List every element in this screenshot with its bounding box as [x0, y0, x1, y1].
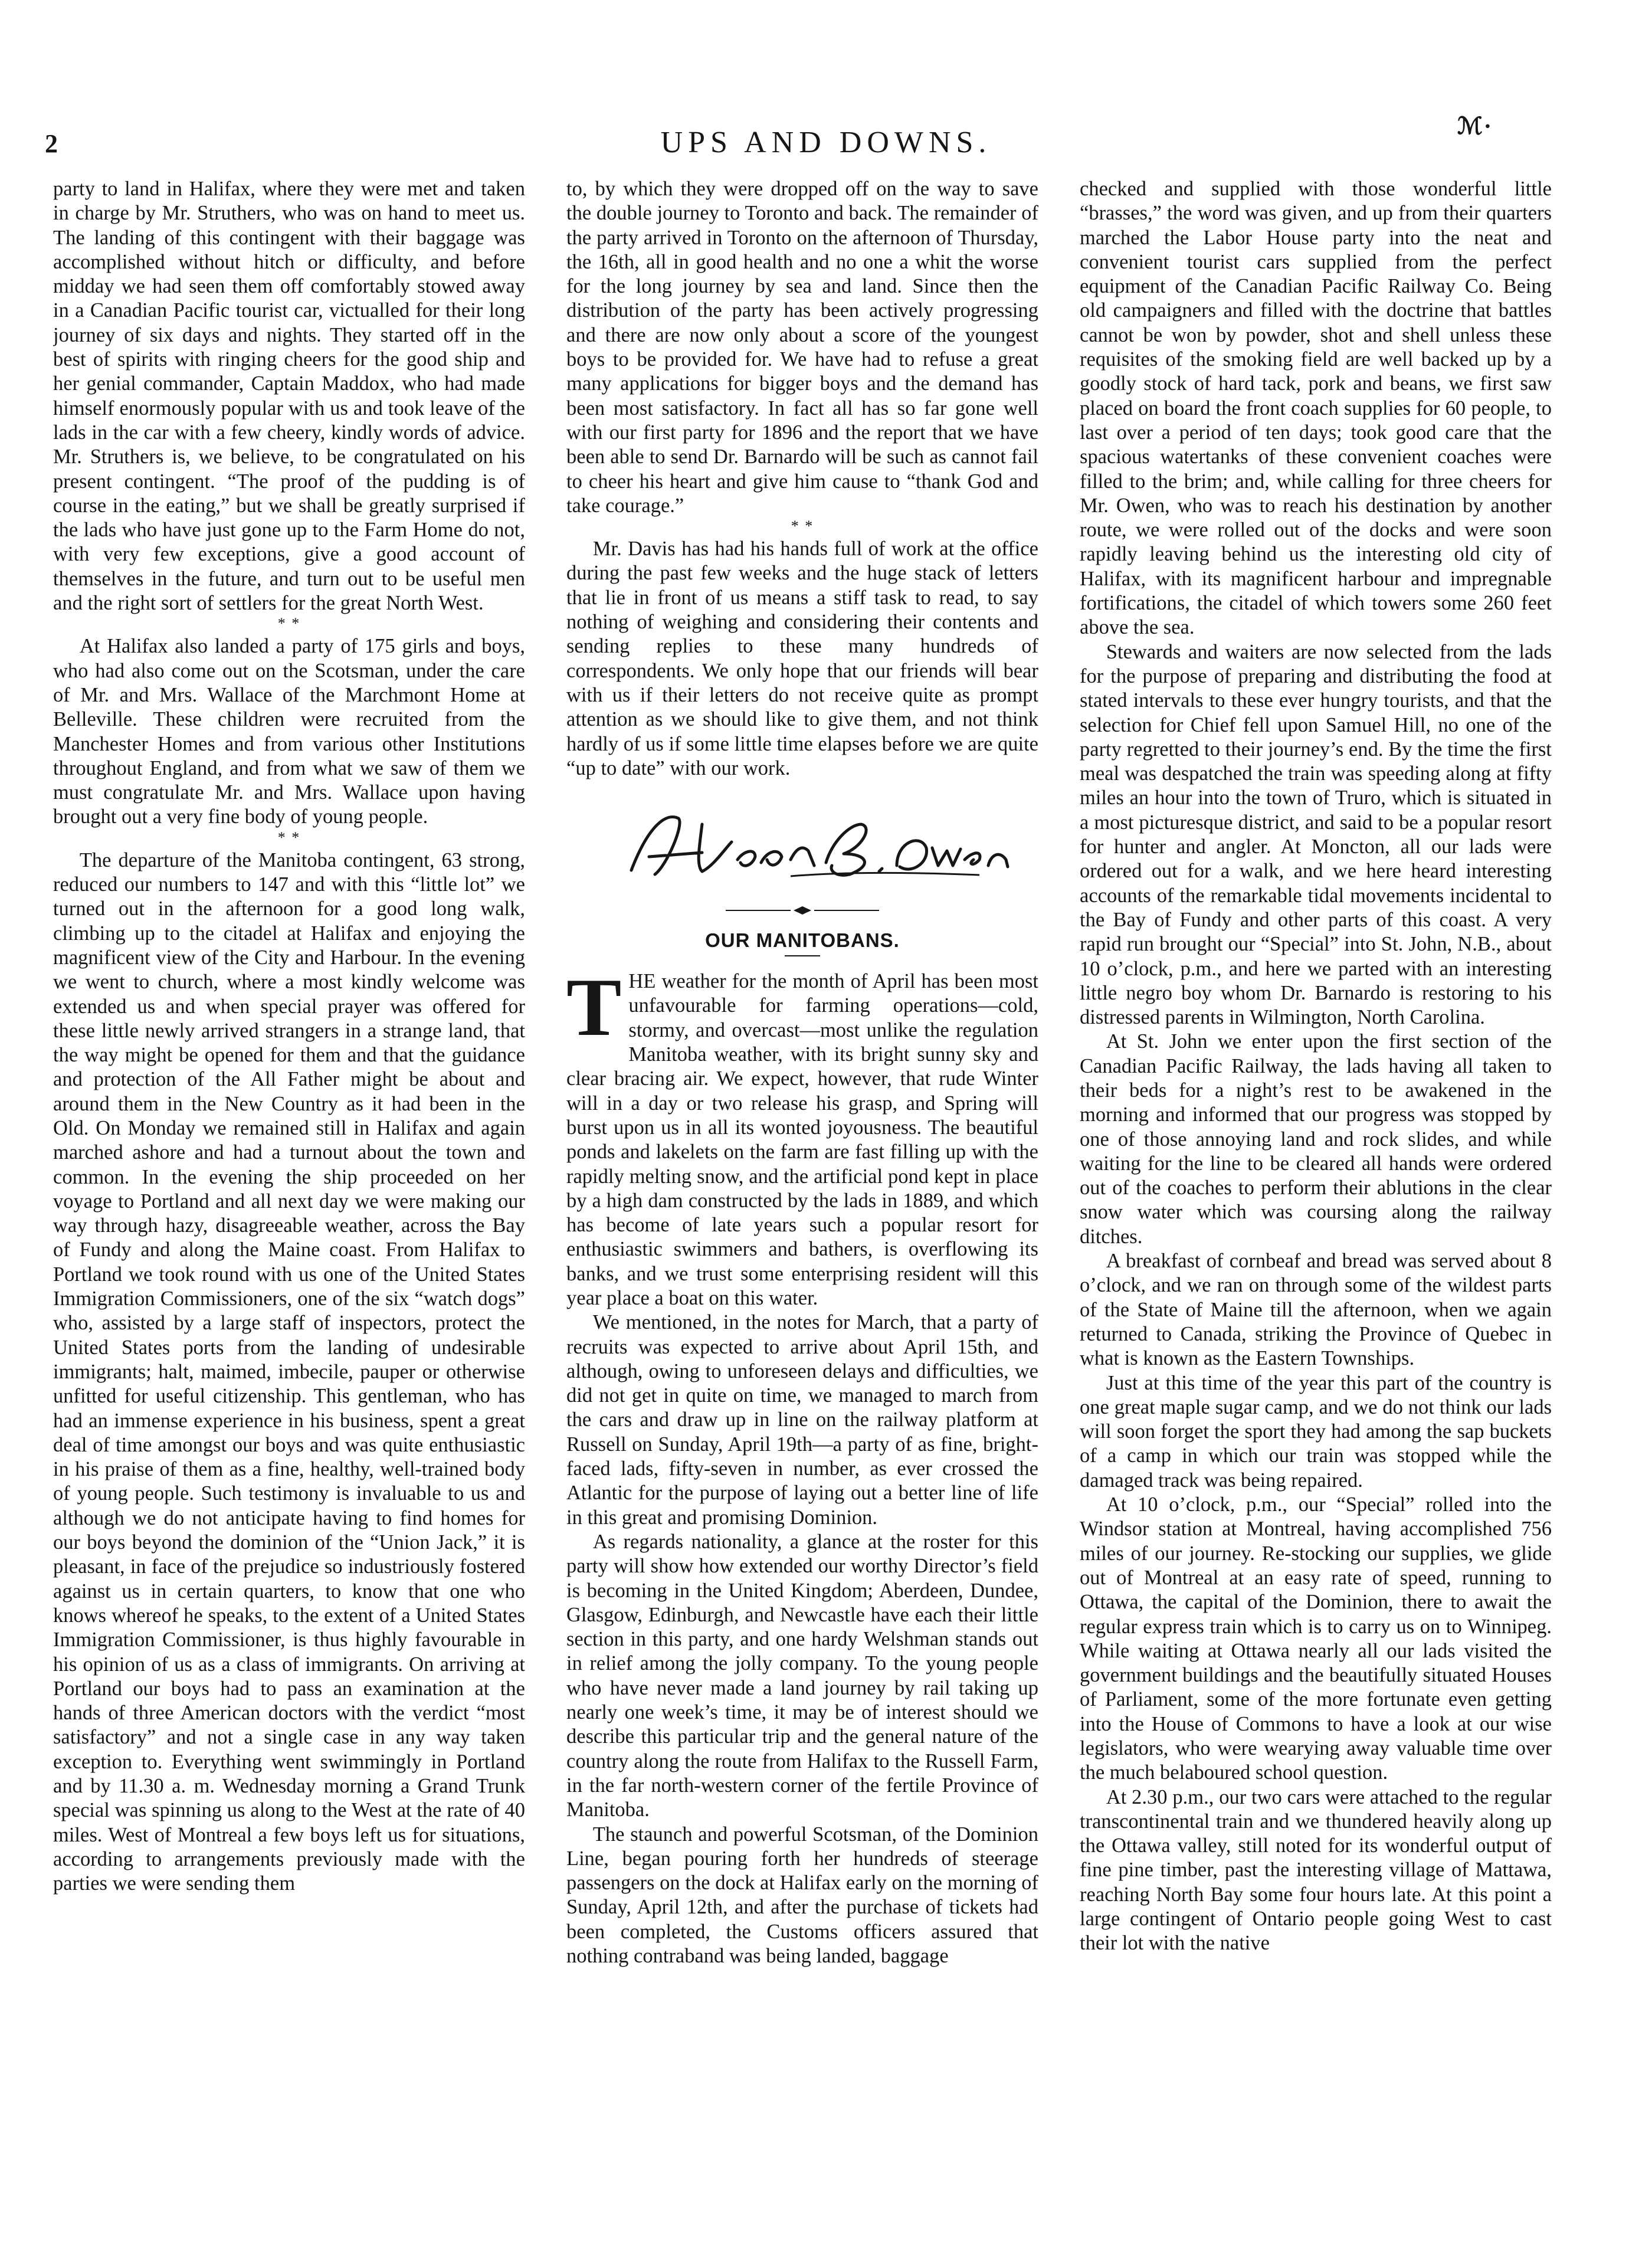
heading-rule: [785, 955, 820, 956]
section-separator: * *: [791, 517, 814, 535]
signature-graphic: [566, 801, 1038, 895]
paragraph: At St. John we enter upon the first section of the Canadian Pacific Railway, the lads having all taken to their beds for a night’s rest to be awakened in the morning and informed that our progress was stopped by one of those annoying land and rock slides, and while waiting for the line to be cleared all hands were ordered out of the coaches to perform their ablutions in the clear snow water which was coursing along the railway ditches.: [1080, 1030, 1552, 1248]
paragraph: to, by which they were dropped off on the way to save the double journey to Toronto and back. The remainder of the party arrived in Toronto on the afternoon of Thursday, the 16th, all in good health and no one a whit the worse for the long journey by sea and land. Since then the distribution of the party has been actively progressing and there are now only about a score of the youngest boys to be provided for. We have had to refuse a great many applications for bigger boys and the demand has been most satisfactory. In fact all has so far gone well with our first party for 1896 and the report that we have been able to send Dr. Barnardo will be such as cannot fail to cheer his heart and give him cause to “thank God and take courage.”: [566, 178, 1038, 517]
paragraph: The departure of the Manitoba contingent, 63 strong, reduced our numbers to 147 and with this “little lot” we turned out in the afternoon for a good long walk, climbing up to the citadel at Halifax and enjoying the magnificent view of the City and Harbour. In the evening we went to church, where a most kindly welcome was extended us and when special prayer was offered for these little newly arrived strangers in a strange land, that the way might be opened for them and that the guidance and protection of the All Father might be about and around them in the New Country as it had been in the Old. On Monday we remained still in Halifax and again marched ashore and had a turnout about the town and common. In the evening the ship proceeded on her voyage to Portland and all next day we were making our way through hazy, disagreeable weather, across the Bay of Fundy and along the Maine coast. From Halifax to Portland we took round with us one of the United States Immigration Commissioners, one of the six “watch dogs” who, assisted by a large staff of inspectors, protect the United States ports from the landing of undesirable immigrants; halt, maimed, imbecile, pauper or otherwise unfitted for useful citizenship. This gentleman, who has had an immense experience in his business, spent a great deal of time amongst our boys and was quite enthusiastic in his praise of them as a fine, healthy, well-trained body of young people. Such testimony is invaluable to us and although we do not anticipate having to find homes for our boys beyond the dominion of the “Union Jack,” it is pleasant, in face of the prejudice so industriously fostered against us in certain quarters, to know that one who knows whereof he speaks, to the extent of a United States Immigration Commissioner, is thus highly favourable in his opinion of us as a class of immigrants. On arriving at Portland our boys had to pass an examination at the hands of three American doctors with the verdict “most satisfactory” and not a single case in any way taken exception to. Everything went swimmingly in Portland and by 11.30 a. m. Wednesday morning a Grand Trunk special was spinning us along to the West at the rate of 40 miles. West of Montreal a few boys left us for situations, according to arrangements previously made with the parties we were sending them: [53, 848, 525, 1895]
column-3: [1080, 177, 1552, 2201]
paragraph: The staunch and powerful Scotsman, of the Dominion Line, began pouring forth her hundreds of steerage passengers on the dock at Halifax early on the morning of Sunday, April 12th, and after the purchase of tickets had been completed, the Customs officers assured that nothing contraband was being landed, baggage: [566, 1823, 1038, 1967]
paragraph: A breakfast of cornbeaf and bread was served about 8 o’clock, and we ran on through some of the wildest parts of the State of Maine till the afternoon, when we again returned to Canada, striking the Province of Quebec in what is known as the Eastern Townships.: [1080, 1250, 1552, 1370]
column-2: [566, 177, 1038, 2201]
paragraph: Mr. Davis has had his hands full of work at the office during the past few weeks and the huge stack of letters that lie in front of us means a stiff task to read, to say nothing of weighing and considering their contents and sending replies to these many hundreds of correspondents. We only hope that our friends will bear with us if their letters do not receive quite as prompt attention as we should like to give them, and not think hardly of us if some little time elapses before we are quite “up to date” with our work.: [566, 538, 1038, 779]
paragraph: As regards nationality, a glance at the roster for this party will show how extended our worthy Director’s field is becoming in the United Kingdom; Aberdeen, Dundee, Glasgow, Edinburgh, and Newcastle have each their little section in this party, and one hardy Welshman stands out in relief among the jolly company. To the young people who have never made a land journey by rail taking up nearly one week’s time, it may be of interest should we describe this particular trip and the general nature of the country along the route from Halifax to the Russell Farm, in the far north-western corner of the fertile Province of Manitoba.: [566, 1530, 1038, 1821]
paragraph: party to land in Halifax, where they were met and taken in charge by Mr. Struthers, who was on hand to meet us. The landing of this contingent with their baggage was accomplished without hitch or difficulty, and before midday we had seen them off comfortably stowed away in a Canadian Pacific tourist car, victualled for their long journey of six days and nights. They started off in the best of spirits with ringing cheers for the good ship and her genial commander, Captain Maddox, who had made himself enormously popular with us and took leave of the lads in the car with a few cheery, kindly words of advice. Mr. Struthers is, we believe, to be congratulated on his present contingent. “The proof of the pudding is of course in the eating,” but we shall be greatly surprised if the lads who have just gone up to the Farm Home do not, with very few exceptions, give a good account of themselves in the future, and turn out to be useful men and the right sort of settlers for the great North West.: [53, 178, 525, 615]
ornamental-rule: [566, 903, 1038, 919]
paragraph: We mentioned, in the notes for March, that a party of recruits was expected to arrive about April 15th, and although, owing to unforeseen delays and difficulties, we did not get in quite on time, we managed to march from the cars and draw up in line on the railway platform at Russell on Sunday, April 19th—a party of as fine, bright-faced lads, fifty-seven in number, as ever crossed the Atlantic for the purpose of laying out a better line of life in this great and promising Dominion.: [566, 1311, 1038, 1529]
column-1: [53, 177, 525, 2201]
running-title: UPS AND DOWNS.: [660, 126, 992, 159]
section-heading: OUR MANITOBANS.: [705, 929, 900, 952]
page-number: 2: [45, 129, 58, 158]
corner-mark: ℳ·: [1457, 113, 1493, 139]
ornamental-rule-graphic: [726, 905, 879, 916]
paragraph: THE weather for the month of April has been most unfavourable for farming operations—cold, stormy, and overcast—most unlike the regulation Manitoba weather, with its bright sunny sky and clear bracing air. We expect, however, that rude Winter will in a day or two release his grasp, and Spring will burst upon us in all its wonted joyousness. The beautiful ponds and lakelets on the farm are fast filling up with the rapidly melting snow, and the artificial pond kept in place by a high dam constructed by the lads in 1889, and which has become of late years such a popular resort for enthusiastic swimmers and bathers, is overflowing its banks, and we trust some enterprising resident will this year place a boat on this water.: [566, 962, 1038, 1309]
section-separator: * *: [277, 828, 301, 846]
signature: [566, 801, 1038, 895]
section-separator: * *: [277, 615, 301, 633]
paragraph: Stewards and waiters are now selected from the lads for the purpose of preparing and distributing the food at stated intervals to these ever hungry tourists, and that the selection for Chief fell upon Samuel Hill, no one of the party regretted to their journey’s end. By the time the first meal was despatched the train was speeding along at fifty miles an hour into the town of Truro, which is situated in a most picturesque district, and said to be a popular resort for hunter and angler. At Moncton, all our lads were ordered out for a walk, and we here heard interesting accounts of the remarkable tidal movements incidental to the Bay of Fundy and other parts of this coast. A very rapid run brought our “Special” into St. John, N.B., about 10 o’clock, p.m., and here we parted with an interesting little negro boy whom Dr. Barnardo is restoring to his distressed parents in Wilmington, North Carolina.: [1080, 640, 1552, 1029]
paragraph: Just at this time of the year this part of the country is one great maple sugar camp, and we do not think our lads will soon forget the sport they had among the sap buckets of a camp in which our train was stopped while the damaged track was being repaired.: [1080, 1371, 1552, 1492]
paragraph: At 2.30 p.m., our two cars were attached to the regular transcontinental train and we thundered heavily along up the Ottawa valley, still noted for its wonderful output of fine pine timber, past the interesting village of Mattawa, reaching North Bay some four hours late. At this point a large contingent of Ontario people going West to cast their lot with the native: [1080, 1785, 1552, 1955]
paragraph: At 10 o’clock, p.m., our “Special” rolled into the Windsor station at Montreal, having accomplished 756 miles of our journey. Re-stocking our supplies, we glide out of Montreal at an easy rate of speed, running to Ottawa, the capital of the Dominion, there to await the regular express train which is to carry us on to Winnipeg. While waiting at Ottawa nearly all our lads visited the government buildings and the beautifully situated Houses of Parliament, some of the more fortunate even getting into the House of Commons to have a look at our wise legislators, who were wearying away valuable time over the much belaboured school question.: [1080, 1493, 1552, 1784]
paragraph: At Halifax also landed a party of 175 girls and boys, who had also come out on the Scotsman, under the care of Mr. and Mrs. Wallace of the Marchmont Home at Belleville. These children were recruited from the Manchester Homes and from various other Institutions throughout England, and from what we saw of them we must congratulate Mr. and Mrs. Wallace upon having brought out a very fine body of young people.: [53, 635, 525, 828]
paragraph: checked and supplied with those wonderful little “brasses,” the word was given, and up from their quarters marched the Labor House party into the neat and convenient tourist cars supplied from the perfect equipment of the Canadian Pacific Railway Co. Being old campaigners and filled with the doctrine that battles cannot be won by powder, shot and shell unless these requisites of the smoking field are well backed up by a goodly stock of hard tack, pork and beans, we first saw placed on board the front coach supplies for 60 people, to last over a period of ten days; took good care that the spacious watertanks of these convenient coaches were filled to the brim; and, while calling for three cheers for Mr. Owen, who was to reach his destination by another route, we were rolled out of the docks and were soon rapidly leaving behind us the interesting old city of Halifax, with its magnificent harbour and impregnable fortifications, the citadel of which towers some 260 feet above the sea.: [1080, 178, 1552, 639]
